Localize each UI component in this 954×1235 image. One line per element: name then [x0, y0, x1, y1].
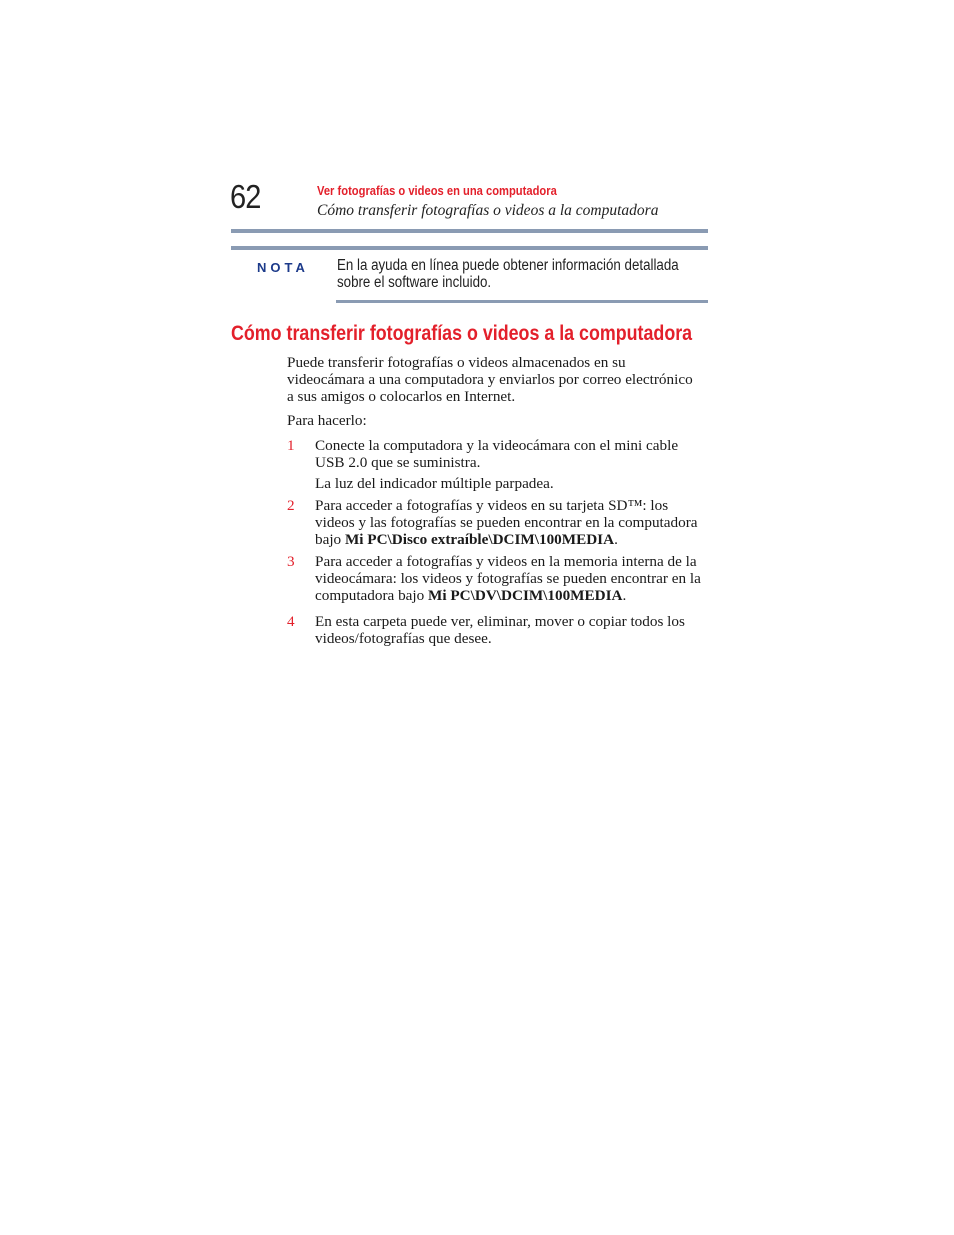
step-line: videos/fotografías que desee. — [315, 630, 492, 647]
header-rule — [231, 229, 708, 233]
step-line: videocámara: los videos y fotografías se pueden encontrar en la — [315, 570, 701, 587]
step-number: 2 — [287, 497, 295, 514]
note-line: sobre el software incluido. — [337, 274, 492, 291]
intro-line: a sus amigos o colocarlos en Internet. — [287, 388, 516, 405]
step-item — [287, 497, 709, 548]
step-number: 1 — [287, 437, 295, 454]
step-text — [315, 497, 709, 548]
step-line: Para acceder a fotografías y videos en su tarjeta SD™: los — [315, 497, 669, 514]
note-top-rule — [231, 246, 708, 250]
step-item — [287, 553, 709, 604]
step-line-prefix: bajo — [315, 531, 345, 548]
step-line — [315, 531, 709, 548]
intro-line: Puede transferir fotografías o videos almacenados en su — [287, 354, 626, 371]
note-line: En la ayuda en línea puede obtener información detallada — [337, 257, 679, 274]
intro-line: videocámara a una computadora y enviarlos por correo electrónico — [287, 371, 693, 388]
running-chapter-title: Ver fotografías o videos en una computadora — [317, 183, 557, 198]
step-item — [287, 613, 709, 647]
running-section-title: Cómo transferir fotografías o videos a la computadora — [317, 202, 659, 219]
note-label: NOTA — [257, 260, 309, 275]
step-line: Para acceder a fotografías y videos en la memoria interna de la — [315, 553, 697, 570]
step-number: 4 — [287, 613, 295, 630]
step-text — [315, 613, 709, 647]
folder-path: Mi PC\Disco extraíble\DCIM\100MEDIA — [344, 531, 615, 548]
step-number: 3 — [287, 553, 295, 570]
lead-paragraph: Para hacerlo: — [287, 412, 367, 429]
note-text — [337, 257, 698, 291]
step-line-suffix: . — [614, 531, 618, 548]
step-line-prefix: computadora bajo — [315, 587, 429, 604]
step-line: videos y las fotografías se pueden encontrar en la computadora — [315, 514, 698, 531]
section-body — [287, 354, 709, 652]
section-heading: Cómo transferir fotografías o videos a la computadora — [231, 321, 693, 345]
step-line: USB 2.0 que se suministra. — [315, 454, 481, 471]
step-line: En esta carpeta puede ver, eliminar, mover o copiar todos los — [315, 613, 685, 630]
page-number: 62 — [230, 178, 261, 215]
folder-path: Mi PC\DV\DCIM\100MEDIA — [428, 587, 623, 604]
step-line — [315, 587, 709, 604]
step-text — [315, 553, 709, 604]
steps-list — [287, 437, 709, 647]
step-item — [287, 437, 709, 492]
intro-paragraph — [287, 354, 709, 405]
step-result: La luz del indicador múltiple parpadea. — [315, 475, 554, 492]
note-bottom-rule — [336, 300, 708, 303]
step-line-suffix: . — [622, 587, 627, 604]
step-text — [315, 437, 709, 471]
step-line: Conecte la computadora y la videocámara con el mini cable — [315, 437, 679, 454]
